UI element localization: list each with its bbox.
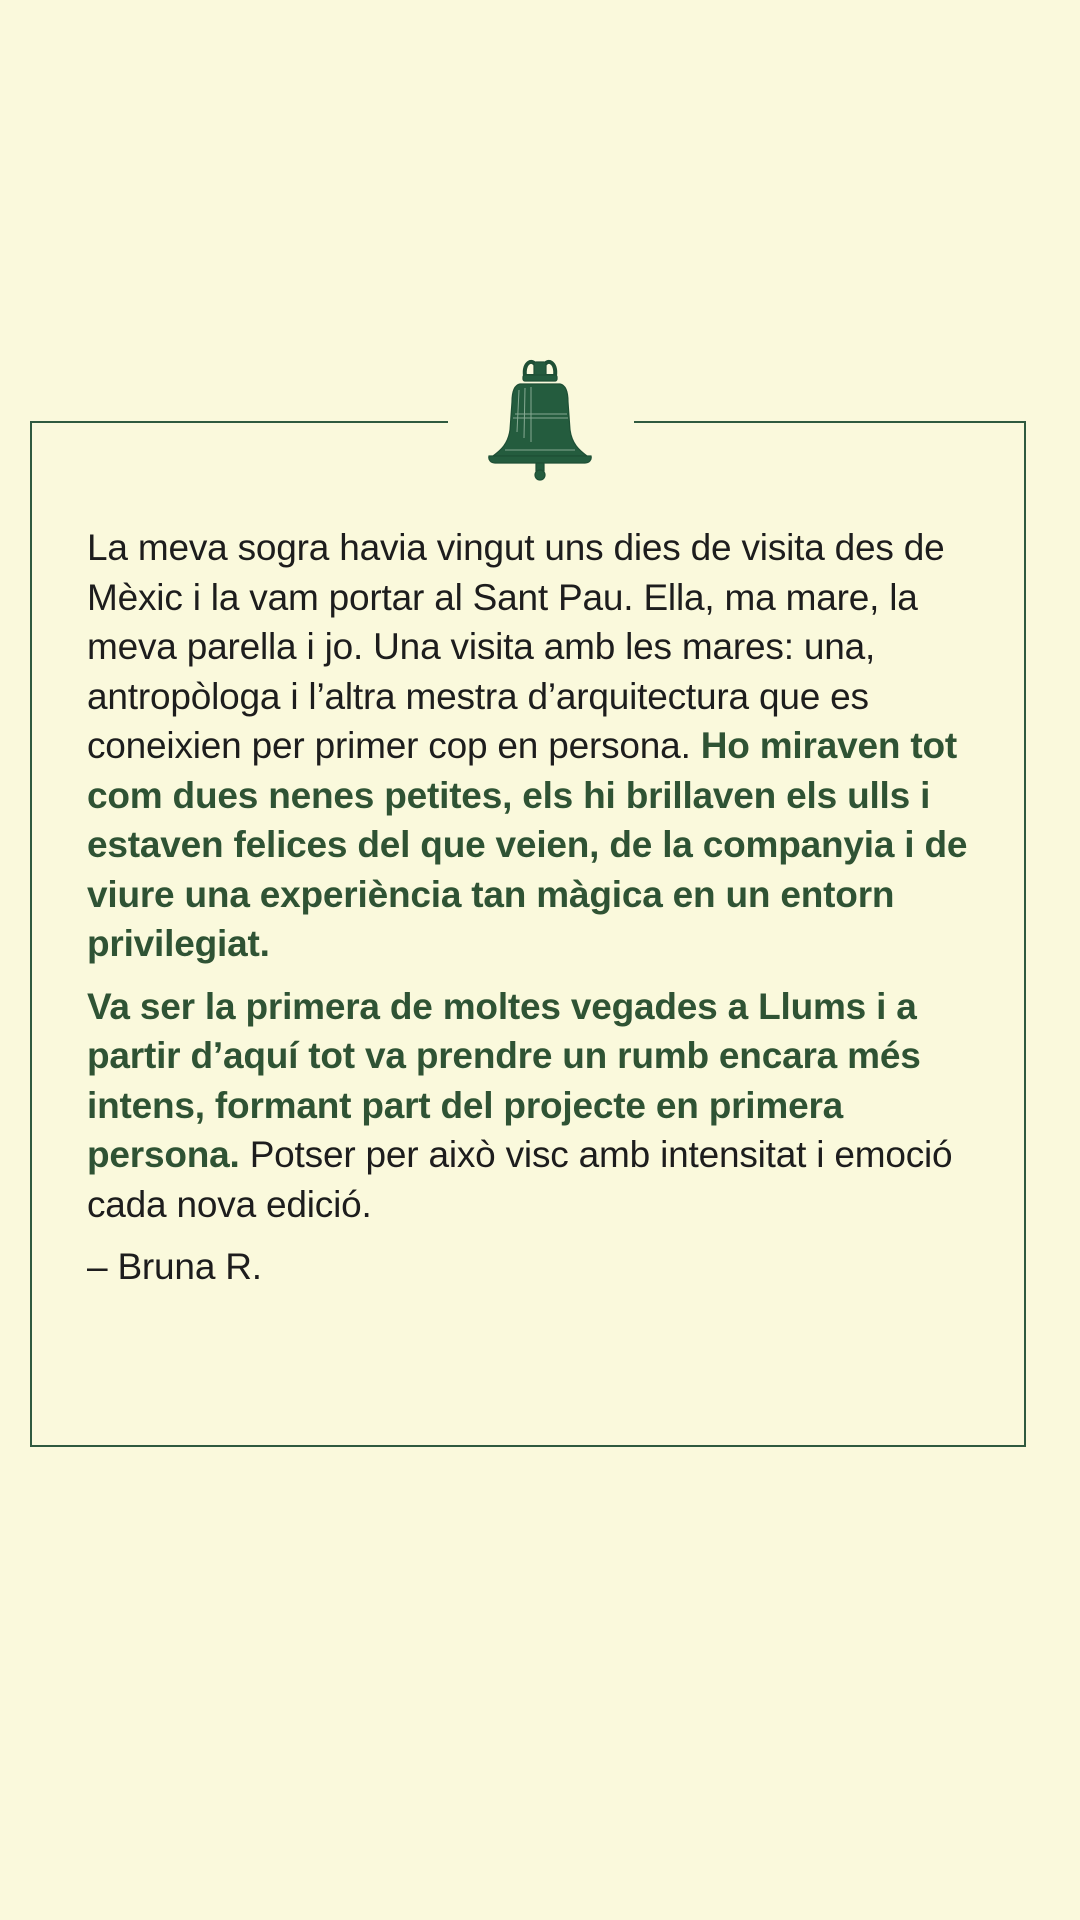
- paragraph-2-text: Potser per això visc amb intensitat i emoció cada nova edició.: [87, 1134, 953, 1225]
- paragraph-2-highlight: Va ser la primera de moltes vegades a Llums i a partir d’aquí tot va prendre un rumb encara més intens, formant part del projecte en primera persona.: [87, 985, 921, 1175]
- testimonial-paragraph-1: [87, 523, 995, 969]
- bell-icon: [475, 352, 605, 484]
- testimonial-author: – Bruna R.: [87, 1246, 262, 1287]
- testimonial-paragraph-2: [87, 982, 995, 1230]
- paragraph-1-text: La meva sogra havia vingut uns dies de visita des de Mèxic i la vam portar al Sant Pau. Ella, ma mare, la meva parella i jo. Una visita amb les mares: una, antropòloga i l’altra mestra d’arquitectura que es coneixien per primer cop en persona.: [87, 527, 945, 766]
- paragraph-1-highlight: Ho miraven tot com dues nenes petites, els hi brillaven els ulls i estaven felices del que veien, de la companyia i de viure una experiència tan màgica en un entorn privilegiat.: [87, 725, 968, 964]
- testimonial-quote: [87, 523, 995, 1305]
